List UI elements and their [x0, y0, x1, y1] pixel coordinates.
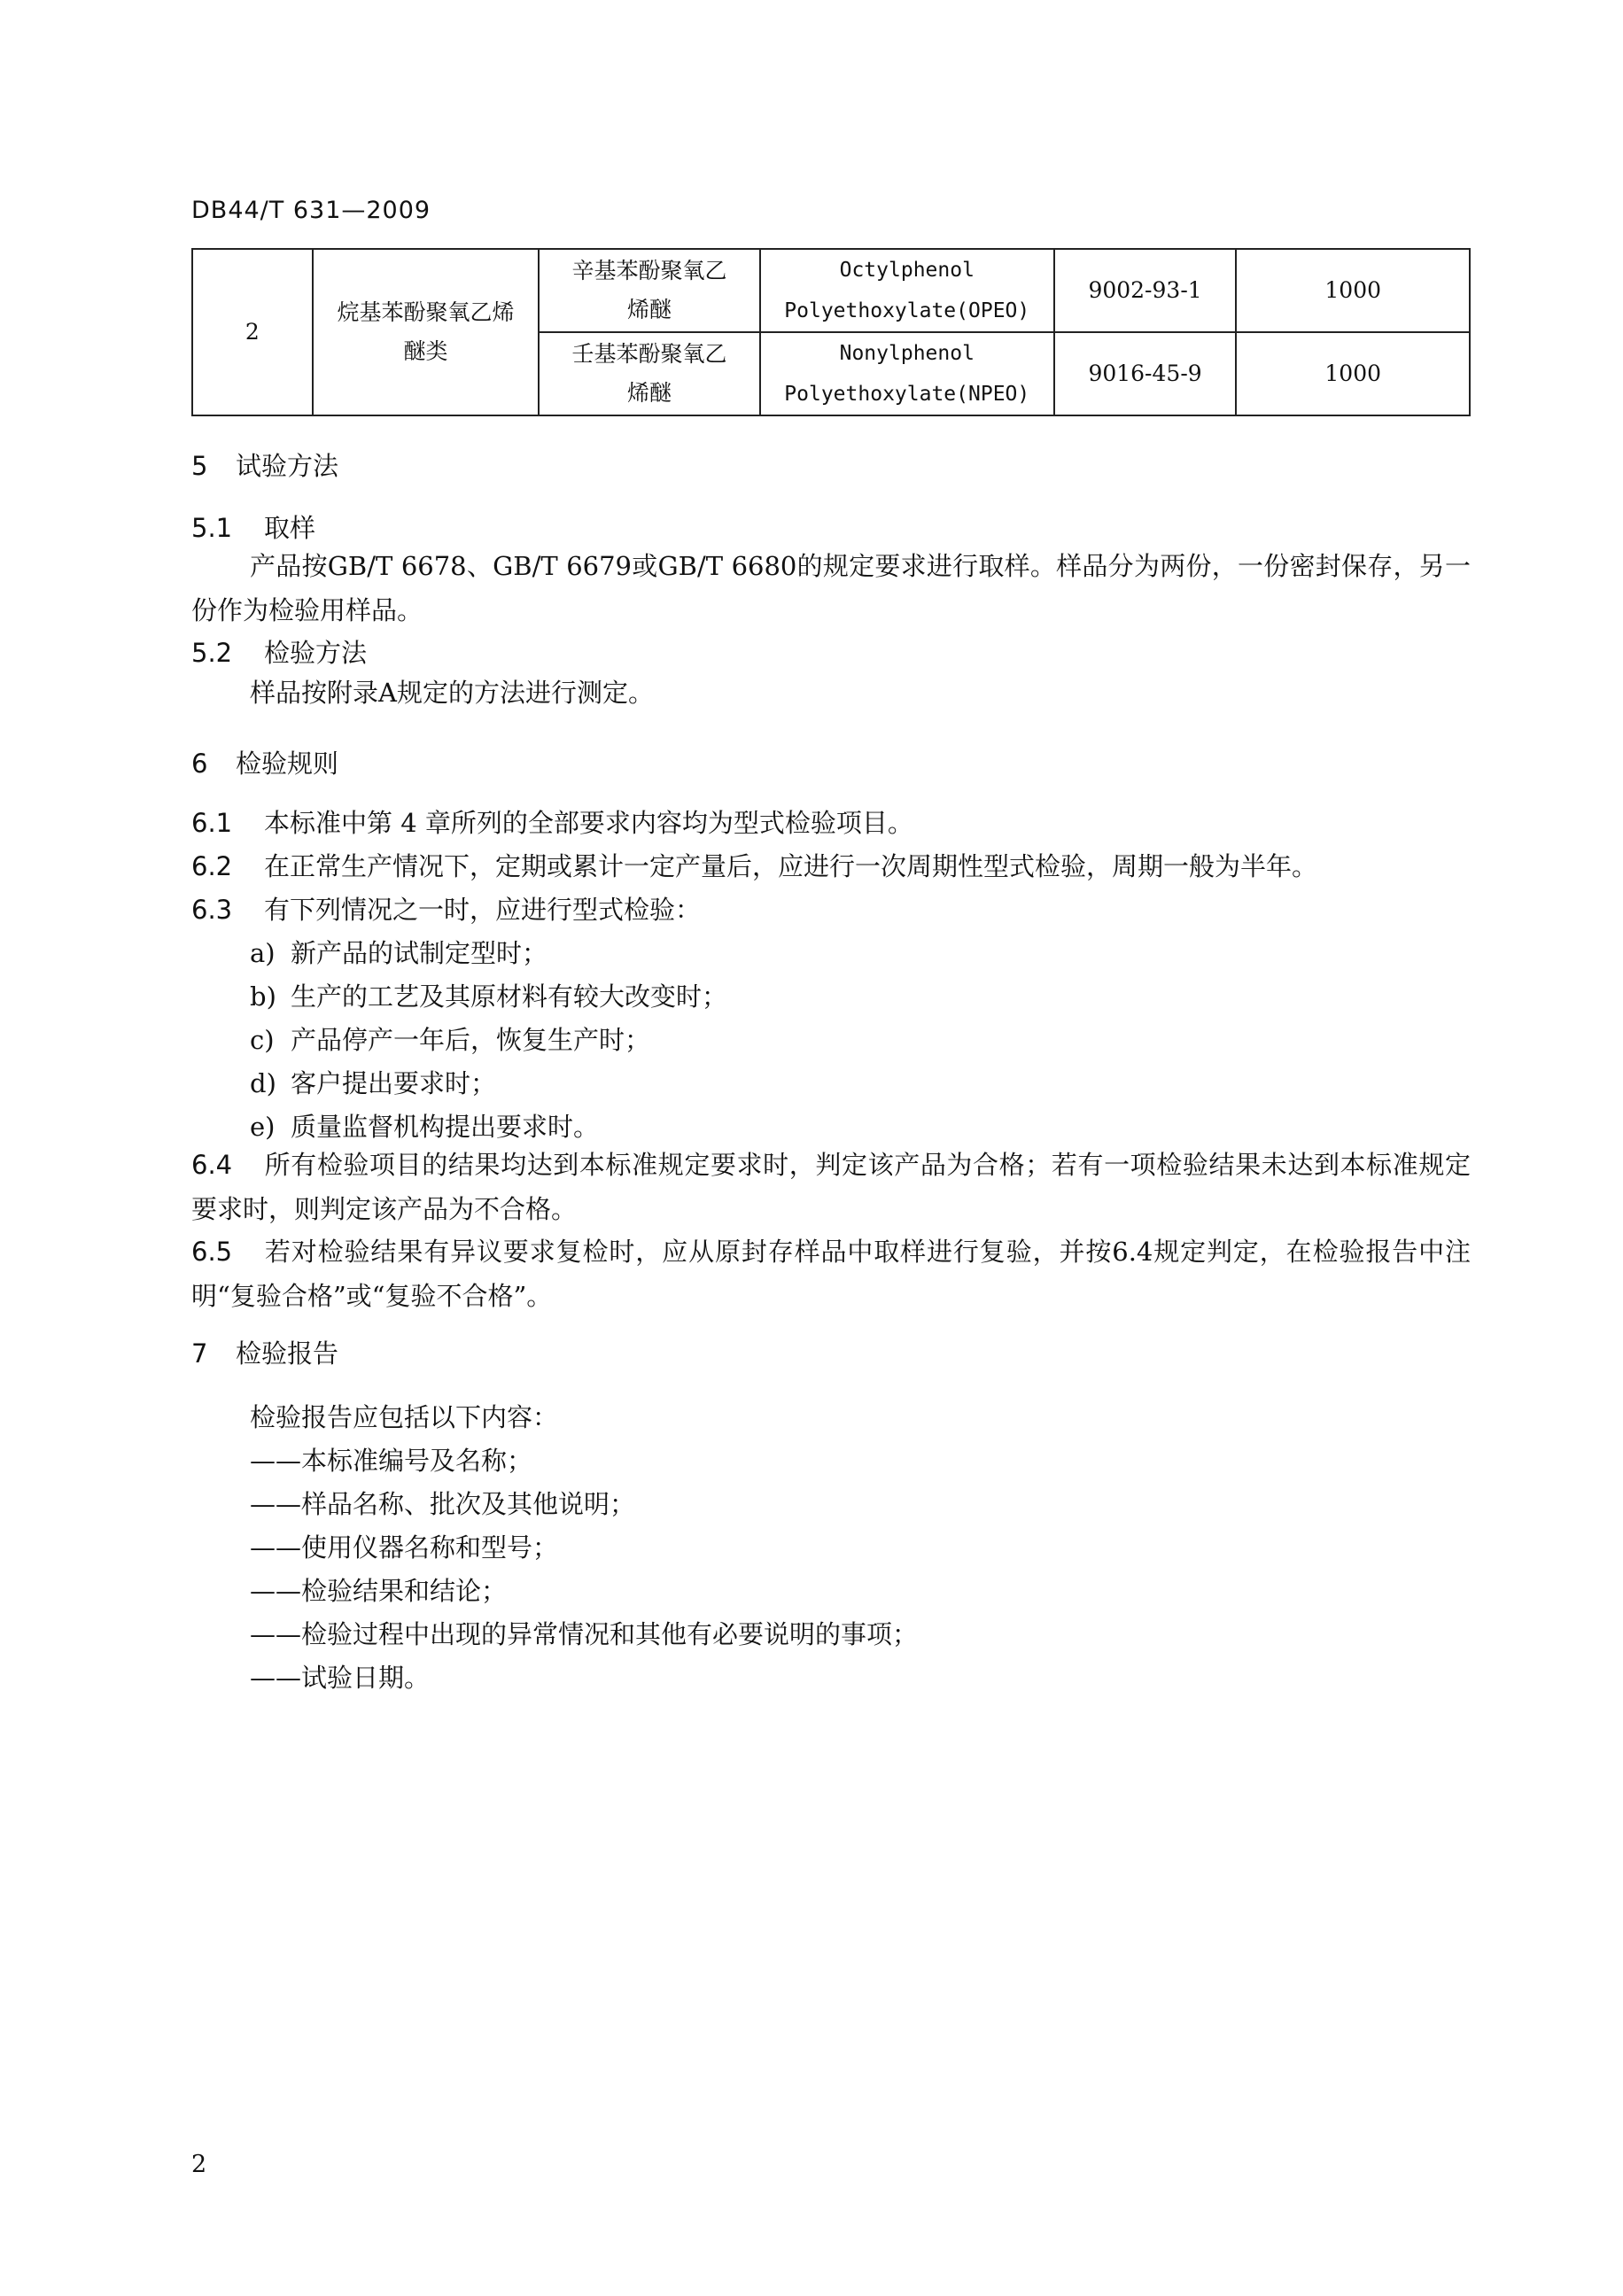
list-item: ——检验过程中出现的异常情况和其他有必要说明的事项；: [250, 1619, 919, 1649]
limit-value: 1000: [1236, 249, 1470, 332]
substance-name-en: Nonylphenol Polyethoxylate(NPEO): [760, 332, 1054, 415]
page-number: 2: [191, 2151, 207, 2178]
cas-number: 9016-45-9: [1054, 332, 1237, 415]
group-name: 烷基苯酚聚氧乙烯醚类: [313, 249, 540, 415]
group-number: 2: [192, 249, 313, 415]
section-7-heading: 7 检验报告: [191, 1338, 339, 1369]
list-item: e) 质量监督机构提出要求时。: [250, 1112, 600, 1142]
clause-6-3: 6.3 有下列情况之一时，应进行型式检验：: [191, 895, 702, 925]
limit-value: 1000: [1236, 332, 1470, 415]
table-row: [192, 249, 1470, 332]
list-item: d) 客户提出要求时；: [250, 1068, 497, 1098]
list-item: ——本标准编号及名称；: [250, 1446, 533, 1476]
report-intro: 检验报告应包括以下内容：: [250, 1402, 559, 1432]
substance-table: [191, 248, 1471, 416]
section-5-2-heading: 5.2 检验方法: [191, 638, 368, 668]
clause-6-2: 6.2 在正常生产情况下，定期或累计一定产量后，应进行一次周期性型式检验，周期一般为半年。: [191, 851, 1318, 881]
substance-name-cn: 辛基苯酚聚氧乙烯醚: [539, 249, 760, 332]
section-6-heading: 6 检验规则: [191, 749, 339, 779]
list-item: ——试验日期。: [250, 1663, 431, 1693]
section-5-2-text: 样品按附录A规定的方法进行测定。: [250, 678, 654, 708]
clause-6-4: 6.4 所有检验项目的结果均达到本标准规定要求时，判定该产品为合格；若有一项检验结果未达到本标准规定要求时，则判定该产品为不合格。: [191, 1150, 1471, 1224]
section-5-heading: 5 试验方法: [191, 451, 339, 481]
section-5-1-text: 产品按GB/T 6678、GB/T 6679或GB/T 6680的规定要求进行取样。样品分为两份，一份密封保存，另一份作为检验用样品。: [191, 551, 1471, 625]
list-item: ——检验结果和结论；: [250, 1576, 508, 1606]
clause-6-5: 6.5 若对检验结果有异议要求复检时，应从原封存样品中取样进行复验，并按6.4规定判定，在检验报告中注明“复验合格”或“复验不合格”。: [191, 1237, 1471, 1311]
list-item: a) 新产品的试制定型时；: [250, 938, 548, 968]
substance-name-en: Octylphenol Polyethoxylate(OPEO): [760, 249, 1054, 332]
list-item: ——样品名称、批次及其他说明；: [250, 1489, 636, 1519]
substance-name-cn: 壬基苯酚聚氧乙烯醚: [539, 332, 760, 415]
list-item: ——使用仪器名称和型号；: [250, 1532, 559, 1563]
list-item: b) 生产的工艺及其原材料有较大改变时；: [250, 981, 728, 1012]
clause-6-1: 6.1 本标准中第 4 章所列的全部要求内容均为型式检验项目。: [191, 808, 913, 838]
list-item: c) 产品停产一年后，恢复生产时；: [250, 1025, 651, 1055]
cas-number: 9002-93-1: [1054, 249, 1237, 332]
section-5-1-heading: 5.1 取样: [191, 513, 316, 543]
document-code: DB44/T 631—2009: [191, 197, 431, 224]
